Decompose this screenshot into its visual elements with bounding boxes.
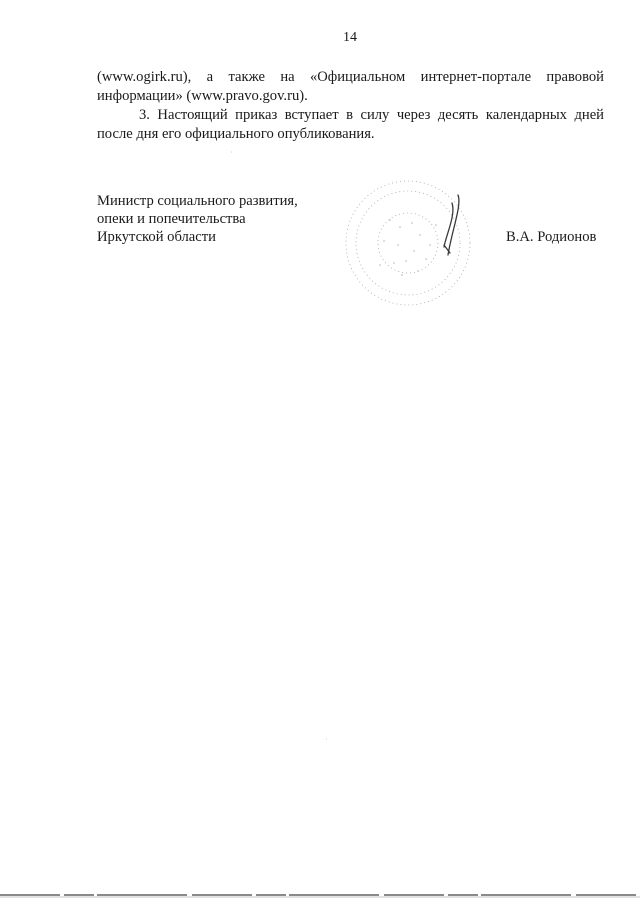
official-seal	[340, 175, 480, 315]
paragraph-line: после дня его официального опубликования.	[97, 126, 375, 142]
signatory-name: В.А. Родионов	[506, 229, 597, 245]
paragraph-line: информации» (www.pravo.gov.ru).	[97, 88, 308, 104]
scan-edge-line	[0, 893, 640, 899]
paragraph-line: (www.ogirk.ru), а также на «Официальном интернет-портале правовой	[97, 69, 604, 85]
scan-speck: ·	[230, 148, 233, 157]
paragraph-line: 3. Настоящий приказ вступает в силу через десять календарных дней	[139, 107, 604, 123]
position-line: опеки и попечительства	[97, 211, 246, 227]
handwritten-signature	[444, 195, 459, 255]
page-number: 14	[343, 30, 357, 45]
scan-speck: ·	[325, 735, 328, 744]
signatory-position	[97, 192, 298, 246]
position-line: Министр социального развития,	[97, 193, 298, 209]
position-line: Иркутской области	[97, 229, 216, 245]
body-text	[97, 68, 604, 144]
